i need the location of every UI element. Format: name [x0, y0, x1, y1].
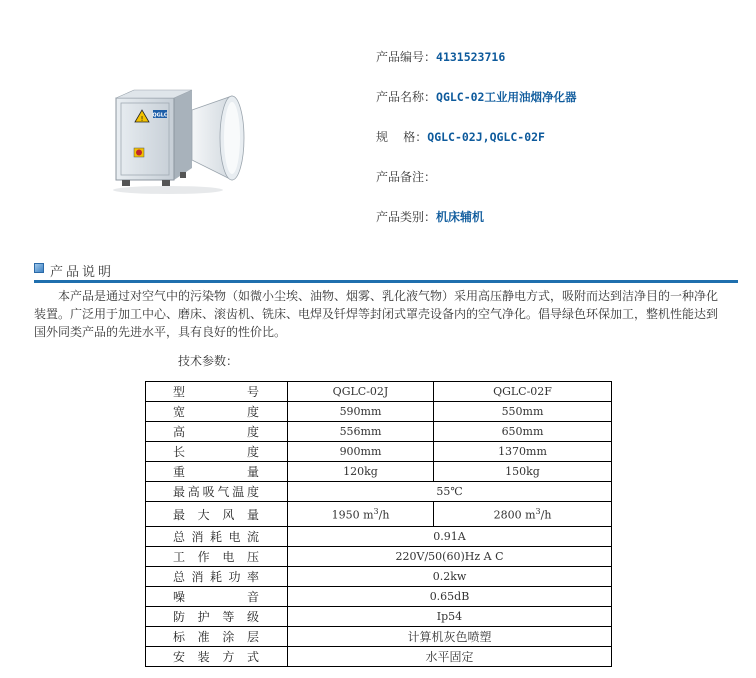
table-cell: 重量 [146, 462, 288, 482]
svg-text:!: ! [140, 115, 144, 123]
table-cell: 水平固定 [288, 647, 612, 667]
product-name-value: QGLC-02工业用油烟净化器 [436, 90, 577, 104]
table-cell: 最大风量 [146, 502, 288, 527]
table-cell: 标准涂层 [146, 627, 288, 647]
airflow-unit-j: /h [378, 508, 390, 522]
table-cell: 556mm [288, 422, 434, 442]
product-spec-row [376, 128, 545, 145]
table-cell: 防护等级 [146, 607, 288, 627]
product-number-value: 4131523716 [436, 50, 506, 64]
table-cell: Ip54 [288, 607, 612, 627]
table-cell: 总消耗功率 [146, 567, 288, 587]
table-cell: 150kg [434, 462, 612, 482]
product-category-row [376, 208, 484, 225]
table-row [146, 527, 612, 547]
table-cell: 型号 [146, 382, 288, 402]
table-row [146, 627, 612, 647]
table-cell: 宽度 [146, 402, 288, 422]
product-description: 本产品是通过对空气中的污染物（如微小尘埃、油物、烟雾、乳化液气物）采用高压静电方式，吸附而达到洁净目的一种净化装置。广泛用于加工中心、磨床、滚齿机、铣床、电焊及钎焊等封闭式罩壳设备内的空气净化。倡导绿色环保加工，整机性能达到国外同类产品的先进水平，具有良好的性价比。 [34, 289, 719, 339]
airflow-value-j: 1950 m [331, 508, 374, 522]
table-cell: 120kg [288, 462, 434, 482]
table-row [146, 587, 612, 607]
table-row [146, 462, 612, 482]
square-bullet-icon [34, 263, 44, 273]
airflow-value-f: 2800 m [493, 508, 536, 522]
table-cell: 900mm [288, 442, 434, 462]
table-row [146, 647, 612, 667]
table-cell [288, 502, 434, 527]
table-cell: 长度 [146, 442, 288, 462]
table-cell: 0.65dB [288, 587, 612, 607]
table-cell: 550mm [434, 402, 612, 422]
product-note-row [376, 168, 436, 185]
table-cell: 噪音 [146, 587, 288, 607]
table-cell: 0.91A [288, 527, 612, 547]
table-cell: 最高吸气温度 [146, 482, 288, 502]
table-row [146, 402, 612, 422]
table-cell: QGLC-02J [288, 382, 434, 402]
product-name-row [376, 88, 576, 105]
table-cell: 安装方式 [146, 647, 288, 667]
product-name-label: 产品名称： [376, 90, 437, 104]
table-row [146, 442, 612, 462]
product-note-label: 产品备注： [376, 170, 437, 184]
table-cell: 1370mm [434, 442, 612, 462]
section-divider [34, 280, 738, 283]
table-cell: 总消耗电流 [146, 527, 288, 547]
table-cell: 220V/50(60)Hz A C [288, 547, 612, 567]
table-cell [434, 502, 612, 527]
product-number-row [376, 48, 505, 65]
product-spec-value: QGLC-02J,QGLC-02F [427, 130, 545, 144]
section-header [34, 261, 738, 279]
table-cell: 工作电压 [146, 547, 288, 567]
brand-badge-text: QGLC [152, 112, 168, 119]
table-cell: 计算机灰色喷塑 [288, 627, 612, 647]
tech-params-label: 技术参数： [178, 354, 239, 368]
table-cell: 55℃ [288, 482, 612, 502]
product-number-label: 产品编号： [376, 50, 437, 64]
product-image [108, 88, 268, 196]
product-category-value[interactable]: 机床辅机 [436, 210, 485, 224]
table-row [146, 482, 612, 502]
section-title: 产品说明 [50, 265, 115, 280]
table-row [146, 547, 612, 567]
table-cell: 650mm [434, 422, 612, 442]
superscript: 3 [535, 506, 541, 516]
airflow-unit-f: /h [540, 508, 552, 522]
table-row [146, 607, 612, 627]
table-cell: 0.2kw [288, 567, 612, 587]
table-cell: QGLC-02F [434, 382, 612, 402]
table-cell: 高度 [146, 422, 288, 442]
superscript: 3 [373, 506, 379, 516]
table-row [146, 502, 612, 527]
table-row [146, 422, 612, 442]
table-row [146, 567, 612, 587]
product-spec-label: 规 格： [376, 130, 428, 144]
product-category-label: 产品类别： [376, 210, 437, 224]
spec-table [145, 381, 612, 667]
table-cell: 590mm [288, 402, 434, 422]
table-header-row [146, 382, 612, 402]
